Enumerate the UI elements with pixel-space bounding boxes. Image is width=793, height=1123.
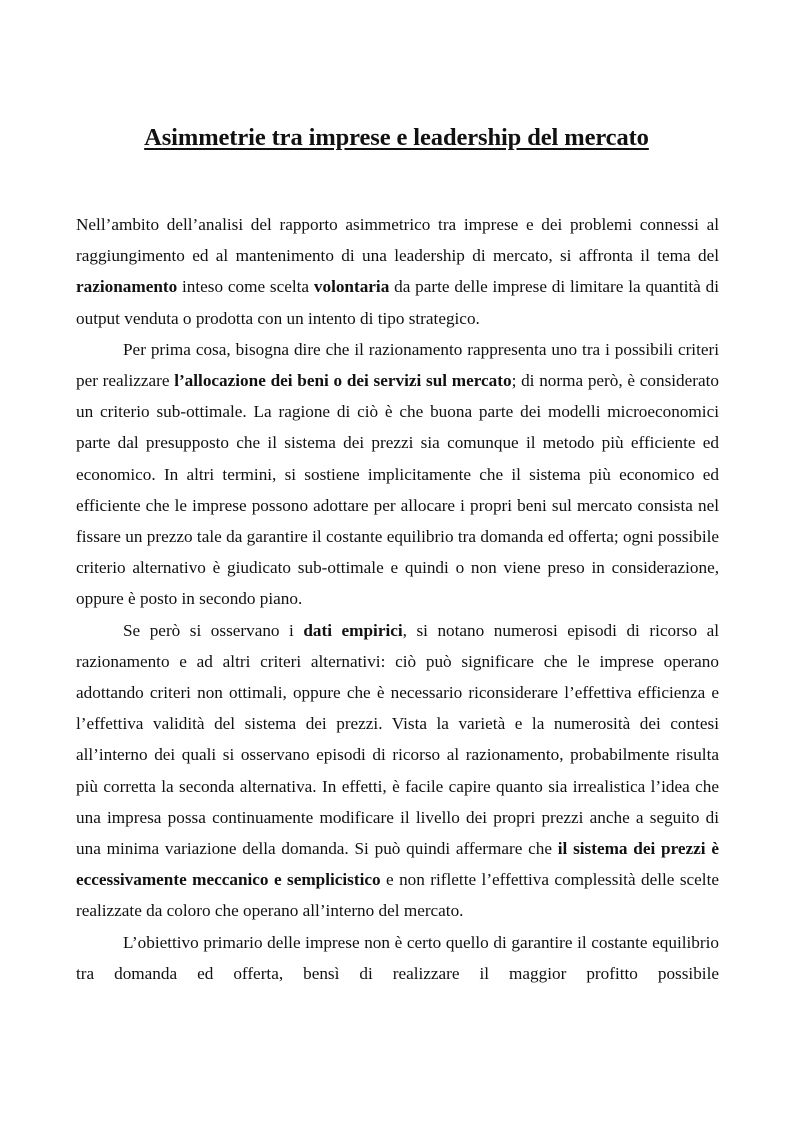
paragraph-4-text: L’obiettivo primario delle imprese non è certo quello di garantire il costante equilibrio tra domanda ed offerta, bensì di realizzare il maggior profitto possibile (76, 932, 719, 983)
paragraph-4 (76, 927, 719, 989)
paragraph-3 (76, 615, 719, 927)
bold-term-sistema-prezzi: il sistema dei prezzi è eccessivamente meccanico e semplicistico (76, 839, 719, 890)
body-text (76, 209, 719, 989)
paragraph-3-text: e non riflette l’effettiva complessità delle scelte realizzate da coloro che operano all’interno del mercato. (76, 870, 719, 921)
paragraph-1-text: Nell’ambito dell’analisi del rapporto asimmetrico tra imprese e dei problemi connessi al raggiungimento ed al mantenimento di una leadership di mercato, si affronta il tema del (76, 215, 719, 266)
paragraph-2 (76, 334, 719, 615)
paragraph-3-text: Se però si osservano i (123, 620, 304, 640)
paragraph-1 (76, 209, 719, 334)
bold-term-dati-empirici: dati empirici (303, 620, 403, 640)
paragraph-1-text: inteso come scelta (177, 277, 314, 297)
page-title: Asimmetrie tra imprese e leadership del mercato (144, 124, 649, 151)
bold-term-allocazione: l’allocazione dei beni o dei servizi sul mercato (174, 371, 512, 391)
paragraph-2-text: Per prima cosa, bisogna dire che il razionamento rappresenta uno tra i possibili criteri per realizzare (76, 339, 719, 391)
paragraph-2-text: ; di norma però, è considerato un criterio sub-ottimale. La ragione di ciò è che buona parte dei modelli microeconomici parte dal presupposto che il sistema dei prezzi sia comunque il metodo più efficiente ed economico. In altri termini, si sostiene implicitamente che il sistema più economico ed efficiente che le imprese possono adottare per allocare i propri beni sul mercato consista nel fissare un prezzo tale da garantire il costante equilibrio tra domanda ed offerta; ogni possibile criterio alternativo è giudicato sub-ottimale e quindi o non viene preso in considerazione, oppure è posto in secondo piano. (76, 371, 719, 609)
paragraph-3-text: , si notano numerosi episodi di ricorso al razionamento e ad altri criteri alternativi: ciò può significare che le imprese operano adottando criteri non ottimali, oppure che è necessario riconsiderare l’effettiva efficienza e l’effettiva validità del sistema dei prezzi. Vista la varietà e la numerosità dei contesi all’interno dei quali si osservano episodi di ricorso al razionamento, probabilmente risulta più corretta la seconda alternativa. In effetti, è facile capire quanto sia irrealistica l’idea che una impresa possa continuamente modificare il livello dei propri prezzi anche a seguito di una minima variazione della domanda. Si può quindi affermare che (76, 620, 720, 859)
paragraph-1-text: da parte delle imprese di limitare la quantità di output venduta o prodotta con un intento di tipo strategico. (76, 277, 719, 328)
bold-term-razionamento: razionamento (76, 277, 178, 297)
bold-term-volontaria: volontaria (313, 277, 390, 297)
